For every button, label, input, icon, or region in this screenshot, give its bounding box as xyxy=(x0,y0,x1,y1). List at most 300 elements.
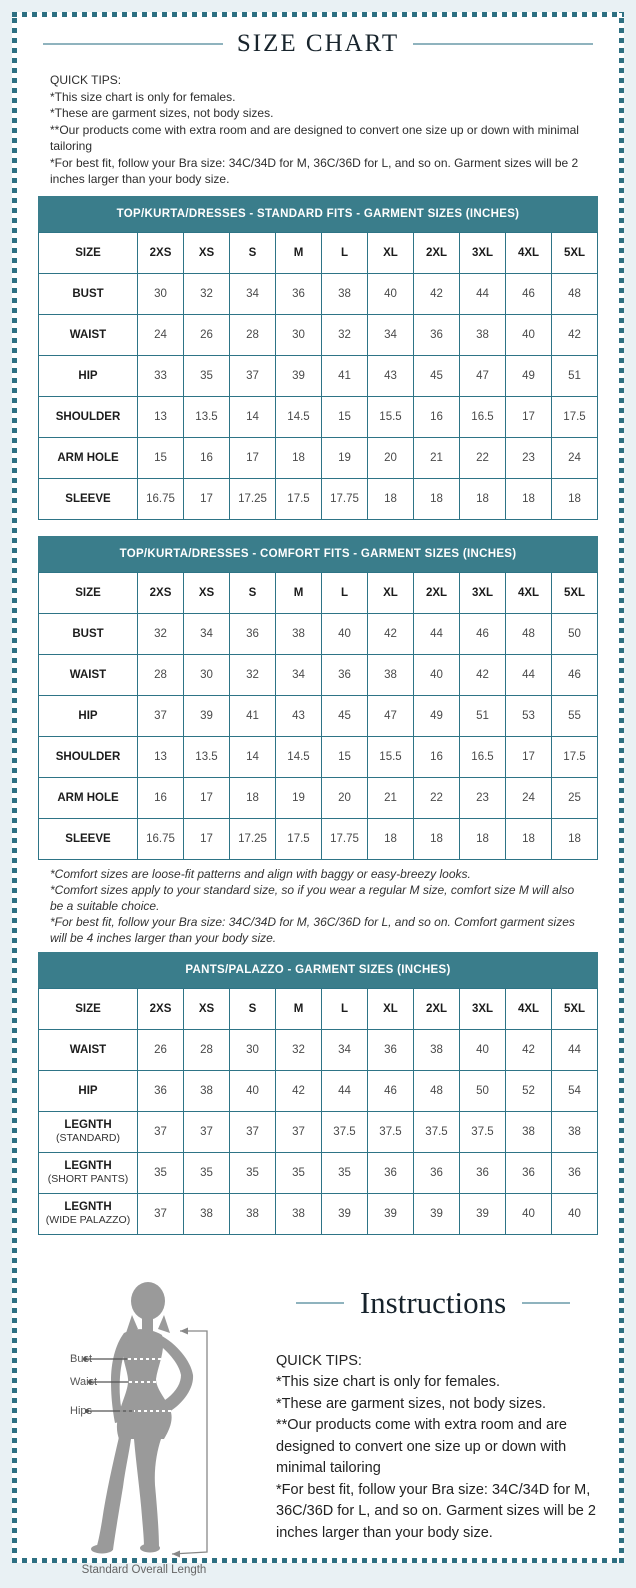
table-title-comfort-fits: TOP/KURTA/DRESSES - COMFORT FITS - GARMENT SIZES (INCHES) xyxy=(38,536,598,572)
size-col-header: L xyxy=(322,988,368,1029)
row-label: SHOULDER xyxy=(55,750,121,763)
value-cell: 37 xyxy=(138,1193,184,1234)
value-cell: 38 xyxy=(184,1193,230,1234)
table-row xyxy=(39,478,598,519)
table-row xyxy=(39,314,598,355)
value-cell: 17.5 xyxy=(552,736,598,777)
value-cell: 17.5 xyxy=(276,818,322,859)
value-cell: 46 xyxy=(460,613,506,654)
value-cell: 34 xyxy=(368,314,414,355)
table-row xyxy=(39,1193,598,1234)
value-cell: 26 xyxy=(184,314,230,355)
value-cell: 47 xyxy=(368,695,414,736)
value-cell: 48 xyxy=(552,273,598,314)
size-col-header: 4XL xyxy=(506,572,552,613)
value-cell: 18 xyxy=(368,478,414,519)
value-cell: 36 xyxy=(414,314,460,355)
table-row xyxy=(39,355,598,396)
value-cell: 51 xyxy=(552,355,598,396)
table-row xyxy=(39,1111,598,1152)
page-title: SIZE CHART xyxy=(236,30,400,57)
row-label-cell xyxy=(39,437,138,478)
value-cell: 48 xyxy=(414,1070,460,1111)
row-label-cell xyxy=(39,1070,138,1111)
value-cell: 24 xyxy=(506,777,552,818)
value-cell: 15 xyxy=(322,736,368,777)
measurement-figure xyxy=(42,1271,252,1588)
table-row xyxy=(39,777,598,818)
row-label-cell xyxy=(39,613,138,654)
title-rule-left xyxy=(43,43,223,45)
value-cell: 36 xyxy=(552,1152,598,1193)
quick-tips-lines xyxy=(50,89,586,188)
value-cell: 34 xyxy=(276,654,322,695)
value-cell: 24 xyxy=(552,437,598,478)
value-cell: 43 xyxy=(368,355,414,396)
row-label: WAIST xyxy=(69,328,107,341)
value-cell: 53 xyxy=(506,695,552,736)
size-label-cell: SIZE xyxy=(39,572,138,613)
value-cell: 35 xyxy=(184,355,230,396)
instructions-title-row xyxy=(266,1285,600,1321)
comfort-notes xyxy=(50,866,586,946)
pants-palazzo-grid xyxy=(38,988,598,1235)
value-cell: 18 xyxy=(460,818,506,859)
value-cell: 23 xyxy=(506,437,552,478)
size-col-header: 2XS xyxy=(138,232,184,273)
value-cell: 17.5 xyxy=(276,478,322,519)
value-cell: 37.5 xyxy=(368,1111,414,1152)
value-cell: 36 xyxy=(368,1029,414,1070)
value-cell: 13.5 xyxy=(184,736,230,777)
value-cell: 42 xyxy=(460,654,506,695)
value-cell: 18 xyxy=(368,818,414,859)
value-cell: 30 xyxy=(184,654,230,695)
table-pants-palazzo xyxy=(38,952,598,1235)
table-row xyxy=(39,1152,598,1193)
instruction-tip-line: *This size chart is only for females. xyxy=(276,1374,501,1390)
value-cell: 18 xyxy=(230,777,276,818)
value-cell: 48 xyxy=(506,613,552,654)
size-col-header: XL xyxy=(368,232,414,273)
value-cell: 17.75 xyxy=(322,818,368,859)
row-label: LEGNTH xyxy=(64,1119,112,1131)
instructions-rule-right xyxy=(522,1302,570,1304)
row-label: HIP xyxy=(78,1084,98,1097)
value-cell: 46 xyxy=(506,273,552,314)
value-cell: 36 xyxy=(368,1152,414,1193)
instructions-section xyxy=(42,1271,600,1588)
value-cell: 16.5 xyxy=(460,396,506,437)
value-cell: 36 xyxy=(506,1152,552,1193)
value-cell: 40 xyxy=(368,273,414,314)
row-label-cell xyxy=(39,273,138,314)
value-cell: 39 xyxy=(414,1193,460,1234)
value-cell: 40 xyxy=(230,1070,276,1111)
value-cell: 17 xyxy=(184,777,230,818)
size-col-header: M xyxy=(276,572,322,613)
size-col-header: XS xyxy=(184,988,230,1029)
table-row xyxy=(39,1029,598,1070)
value-cell: 39 xyxy=(368,1193,414,1234)
row-label: SLEEVE xyxy=(65,832,111,845)
value-cell: 38 xyxy=(460,314,506,355)
table-row xyxy=(39,396,598,437)
row-sublabel: (WIDE PALAZZO) xyxy=(45,1214,131,1226)
value-cell: 26 xyxy=(138,1029,184,1070)
value-cell: 17 xyxy=(506,396,552,437)
value-cell: 13.5 xyxy=(184,396,230,437)
row-label: WAIST xyxy=(69,1043,107,1056)
value-cell: 22 xyxy=(414,777,460,818)
size-col-header: 3XL xyxy=(460,232,506,273)
value-cell: 42 xyxy=(552,314,598,355)
value-cell: 42 xyxy=(506,1029,552,1070)
table-row xyxy=(39,273,598,314)
value-cell: 34 xyxy=(322,1029,368,1070)
quick-tips-heading: QUICK TIPS: xyxy=(50,73,122,87)
value-cell: 20 xyxy=(368,437,414,478)
overall-length-caption: Standard Overall Length xyxy=(81,1563,207,1576)
page-title-row xyxy=(12,26,624,62)
instructions-right-column xyxy=(252,1271,600,1588)
value-cell: 44 xyxy=(322,1070,368,1111)
value-cell: 28 xyxy=(184,1029,230,1070)
value-cell: 14.5 xyxy=(276,736,322,777)
value-cell: 39 xyxy=(276,355,322,396)
row-label: BUST xyxy=(72,627,104,640)
row-label: ARM HOLE xyxy=(57,791,119,804)
value-cell: 36 xyxy=(322,654,368,695)
value-cell: 38 xyxy=(368,654,414,695)
value-cell: 34 xyxy=(184,613,230,654)
row-label-cell xyxy=(39,355,138,396)
table-row xyxy=(39,1070,598,1111)
value-cell: 52 xyxy=(506,1070,552,1111)
value-cell: 35 xyxy=(276,1152,322,1193)
row-label: HIP xyxy=(78,709,98,722)
value-cell: 38 xyxy=(322,273,368,314)
instruction-tip-line: *For best fit, follow your Bra size: 34C/34D for M, 36C/36D for L, and so on. Garment sizes will be 2 inches larger than your body size. xyxy=(276,1481,596,1541)
value-cell: 32 xyxy=(230,654,276,695)
value-cell: 15 xyxy=(322,396,368,437)
value-cell: 46 xyxy=(552,654,598,695)
instructions-quick-tips-lines xyxy=(276,1372,600,1544)
instruction-tip-line: **Our products come with extra room and are designed to convert one size up or down with minimal tailoring xyxy=(276,1417,567,1476)
value-cell: 39 xyxy=(184,695,230,736)
value-cell: 37 xyxy=(138,1111,184,1152)
size-col-header: 2XL xyxy=(414,232,460,273)
value-cell: 55 xyxy=(552,695,598,736)
value-cell: 17 xyxy=(184,818,230,859)
size-col-header: 4XL xyxy=(506,988,552,1029)
instructions-quick-tips xyxy=(276,1351,600,1545)
value-cell: 49 xyxy=(414,695,460,736)
size-col-header: L xyxy=(322,232,368,273)
value-cell: 44 xyxy=(552,1029,598,1070)
value-cell: 17 xyxy=(184,478,230,519)
value-cell: 14 xyxy=(230,396,276,437)
value-cell: 38 xyxy=(414,1029,460,1070)
size-col-header: M xyxy=(276,988,322,1029)
value-cell: 28 xyxy=(230,314,276,355)
value-cell: 24 xyxy=(138,314,184,355)
row-label-cell xyxy=(39,695,138,736)
title-rule-right xyxy=(413,43,593,45)
row-label-cell xyxy=(39,1152,138,1193)
value-cell: 25 xyxy=(552,777,598,818)
value-cell: 17.75 xyxy=(322,478,368,519)
value-cell: 43 xyxy=(276,695,322,736)
value-cell: 44 xyxy=(460,273,506,314)
size-col-header: 3XL xyxy=(460,988,506,1029)
row-label: SLEEVE xyxy=(65,492,111,505)
size-col-header: 2XS xyxy=(138,572,184,613)
instructions-title: Instructions xyxy=(359,1284,507,1320)
size-col-header: 2XL xyxy=(414,572,460,613)
value-cell: 40 xyxy=(552,1193,598,1234)
value-cell: 18 xyxy=(552,818,598,859)
value-cell: 16.5 xyxy=(460,736,506,777)
value-cell: 30 xyxy=(276,314,322,355)
value-cell: 17.25 xyxy=(230,478,276,519)
table-row xyxy=(39,437,598,478)
value-cell: 50 xyxy=(460,1070,506,1111)
value-cell: 17.25 xyxy=(230,818,276,859)
size-col-header: S xyxy=(230,988,276,1029)
value-cell: 18 xyxy=(506,478,552,519)
size-header-row xyxy=(39,988,598,1029)
instructions-rule-left xyxy=(296,1302,344,1304)
value-cell: 30 xyxy=(230,1029,276,1070)
quick-tip-line: **Our products come with extra room and are designed to convert one size up or down with minimal tailoring xyxy=(50,122,579,153)
value-cell: 13 xyxy=(138,736,184,777)
value-cell: 39 xyxy=(460,1193,506,1234)
size-col-header: 5XL xyxy=(552,232,598,273)
value-cell: 17 xyxy=(506,736,552,777)
row-label-cell xyxy=(39,314,138,355)
standard-fits-grid xyxy=(38,232,598,520)
value-cell: 15.5 xyxy=(368,736,414,777)
row-label-cell xyxy=(39,478,138,519)
value-cell: 35 xyxy=(322,1152,368,1193)
value-cell: 18 xyxy=(414,818,460,859)
table-comfort-fits xyxy=(38,536,598,860)
value-cell: 47 xyxy=(460,355,506,396)
size-col-header: 2XL xyxy=(414,988,460,1029)
value-cell: 28 xyxy=(138,654,184,695)
table-row xyxy=(39,613,598,654)
value-cell: 33 xyxy=(138,355,184,396)
value-cell: 13 xyxy=(138,396,184,437)
table-standard-fits xyxy=(38,196,598,520)
row-label-cell xyxy=(39,818,138,859)
size-col-header: XL xyxy=(368,572,414,613)
size-chart-panel xyxy=(12,12,624,1576)
value-cell: 37 xyxy=(230,1111,276,1152)
size-label-cell: SIZE xyxy=(39,232,138,273)
value-cell: 40 xyxy=(506,314,552,355)
size-col-header: 5XL xyxy=(552,572,598,613)
value-cell: 42 xyxy=(414,273,460,314)
value-cell: 17.5 xyxy=(552,396,598,437)
size-label-cell: SIZE xyxy=(39,988,138,1029)
row-label-cell xyxy=(39,1193,138,1234)
value-cell: 18 xyxy=(276,437,322,478)
value-cell: 21 xyxy=(414,437,460,478)
value-cell: 39 xyxy=(322,1193,368,1234)
value-cell: 35 xyxy=(184,1152,230,1193)
instructions-quick-tips-heading: QUICK TIPS: xyxy=(276,1352,362,1369)
size-col-header: XS xyxy=(184,232,230,273)
value-cell: 35 xyxy=(138,1152,184,1193)
value-cell: 14.5 xyxy=(276,396,322,437)
value-cell: 30 xyxy=(138,273,184,314)
size-col-header: L xyxy=(322,572,368,613)
value-cell: 18 xyxy=(506,818,552,859)
row-label: SHOULDER xyxy=(55,410,121,423)
row-label: HIP xyxy=(78,369,98,382)
value-cell: 49 xyxy=(506,355,552,396)
table-title-standard-fits: TOP/KURTA/DRESSES - STANDARD FITS - GARMENT SIZES (INCHES) xyxy=(38,196,598,232)
value-cell: 37.5 xyxy=(414,1111,460,1152)
value-cell: 45 xyxy=(414,355,460,396)
value-cell: 19 xyxy=(322,437,368,478)
row-label: WAIST xyxy=(69,668,107,681)
value-cell: 14 xyxy=(230,736,276,777)
row-label-cell xyxy=(39,654,138,695)
table-row xyxy=(39,654,598,695)
value-cell: 38 xyxy=(276,1193,322,1234)
value-cell: 23 xyxy=(460,777,506,818)
size-col-header: 3XL xyxy=(460,572,506,613)
value-cell: 37 xyxy=(138,695,184,736)
row-label-cell xyxy=(39,777,138,818)
value-cell: 16.75 xyxy=(138,818,184,859)
value-cell: 20 xyxy=(322,777,368,818)
value-cell: 37 xyxy=(230,355,276,396)
value-cell: 35 xyxy=(230,1152,276,1193)
quick-tip-line: *These are garment sizes, not body sizes. xyxy=(50,106,274,120)
value-cell: 38 xyxy=(506,1111,552,1152)
value-cell: 46 xyxy=(368,1070,414,1111)
value-cell: 34 xyxy=(230,273,276,314)
value-cell: 42 xyxy=(368,613,414,654)
table-row xyxy=(39,818,598,859)
value-cell: 54 xyxy=(552,1070,598,1111)
value-cell: 36 xyxy=(276,273,322,314)
value-cell: 32 xyxy=(138,613,184,654)
instruction-tip-line: *These are garment sizes, not body sizes. xyxy=(276,1395,546,1412)
value-cell: 18 xyxy=(414,478,460,519)
value-cell: 15.5 xyxy=(368,396,414,437)
value-cell: 40 xyxy=(506,1193,552,1234)
value-cell: 45 xyxy=(322,695,368,736)
comfort-note-line: *Comfort sizes apply to your standard size, so if you wear a regular M size, comfort size M will also be a suitable choice. xyxy=(50,882,575,913)
value-cell: 15 xyxy=(138,437,184,478)
value-cell: 36 xyxy=(414,1152,460,1193)
quick-tip-line: *This size chart is only for females. xyxy=(50,89,236,104)
row-label: LEGNTH xyxy=(64,1160,112,1172)
row-label-cell xyxy=(39,396,138,437)
value-cell: 36 xyxy=(230,613,276,654)
size-col-header: XL xyxy=(368,988,414,1029)
size-col-header: 2XS xyxy=(138,988,184,1029)
value-cell: 37 xyxy=(184,1111,230,1152)
value-cell: 40 xyxy=(414,654,460,695)
value-cell: 41 xyxy=(230,695,276,736)
comfort-note-line: *Comfort sizes are loose-fit patterns and align with baggy or easy-breezy looks. xyxy=(50,866,471,881)
value-cell: 40 xyxy=(322,613,368,654)
value-cell: 38 xyxy=(230,1193,276,1234)
value-cell: 38 xyxy=(552,1111,598,1152)
row-sublabel: (STANDARD) xyxy=(56,1132,120,1144)
value-cell: 17 xyxy=(230,437,276,478)
value-cell: 21 xyxy=(368,777,414,818)
value-cell: 36 xyxy=(460,1152,506,1193)
row-label: BUST xyxy=(72,287,104,300)
row-label-cell xyxy=(39,1111,138,1152)
value-cell: 22 xyxy=(460,437,506,478)
comfort-note-line: *For best fit, follow your Bra size: 34C/34D for M, 36C/36D for L, and so on. Comfort garment sizes will be 4 inches larger than your body size. xyxy=(50,914,575,945)
value-cell: 50 xyxy=(552,613,598,654)
value-cell: 18 xyxy=(460,478,506,519)
size-col-header: M xyxy=(276,232,322,273)
quick-tips-block xyxy=(50,72,586,188)
size-col-header: 5XL xyxy=(552,988,598,1029)
row-label: LEGNTH xyxy=(64,1201,112,1213)
waist-label: Waist xyxy=(70,1375,98,1388)
quick-tip-line: *For best fit, follow your Bra size: 34C/34D for M, 36C/36D for L, and so on. Garment sizes will be 2 inches larger than your body size. xyxy=(50,155,579,186)
bust-label: Bust xyxy=(70,1352,93,1365)
row-label-cell xyxy=(39,736,138,777)
value-cell: 37.5 xyxy=(322,1111,368,1152)
value-cell: 19 xyxy=(276,777,322,818)
value-cell: 36 xyxy=(138,1070,184,1111)
table-title-pants-palazzo: PANTS/PALAZZO - GARMENT SIZES (INCHES) xyxy=(38,952,598,988)
size-col-header: 4XL xyxy=(506,232,552,273)
row-label-cell xyxy=(39,1029,138,1070)
table-row xyxy=(39,736,598,777)
value-cell: 32 xyxy=(322,314,368,355)
size-col-header: S xyxy=(230,572,276,613)
row-sublabel: (SHORT PANTS) xyxy=(47,1173,129,1185)
value-cell: 18 xyxy=(552,478,598,519)
female-silhouette-diagram xyxy=(42,1271,252,1583)
size-header-row xyxy=(39,572,598,613)
size-col-header: S xyxy=(230,232,276,273)
value-cell: 44 xyxy=(506,654,552,695)
value-cell: 16 xyxy=(184,437,230,478)
value-cell: 32 xyxy=(276,1029,322,1070)
value-cell: 44 xyxy=(414,613,460,654)
value-cell: 37.5 xyxy=(460,1111,506,1152)
value-cell: 38 xyxy=(184,1070,230,1111)
comfort-fits-grid xyxy=(38,572,598,860)
silhouette-head xyxy=(135,1292,161,1318)
hips-label: Hips xyxy=(70,1404,93,1417)
value-cell: 16 xyxy=(414,396,460,437)
value-cell: 51 xyxy=(460,695,506,736)
row-label: ARM HOLE xyxy=(57,451,119,464)
size-col-header: XS xyxy=(184,572,230,613)
value-cell: 37 xyxy=(276,1111,322,1152)
table-row xyxy=(39,695,598,736)
value-cell: 16 xyxy=(138,777,184,818)
value-cell: 38 xyxy=(276,613,322,654)
value-cell: 16.75 xyxy=(138,478,184,519)
value-cell: 42 xyxy=(276,1070,322,1111)
